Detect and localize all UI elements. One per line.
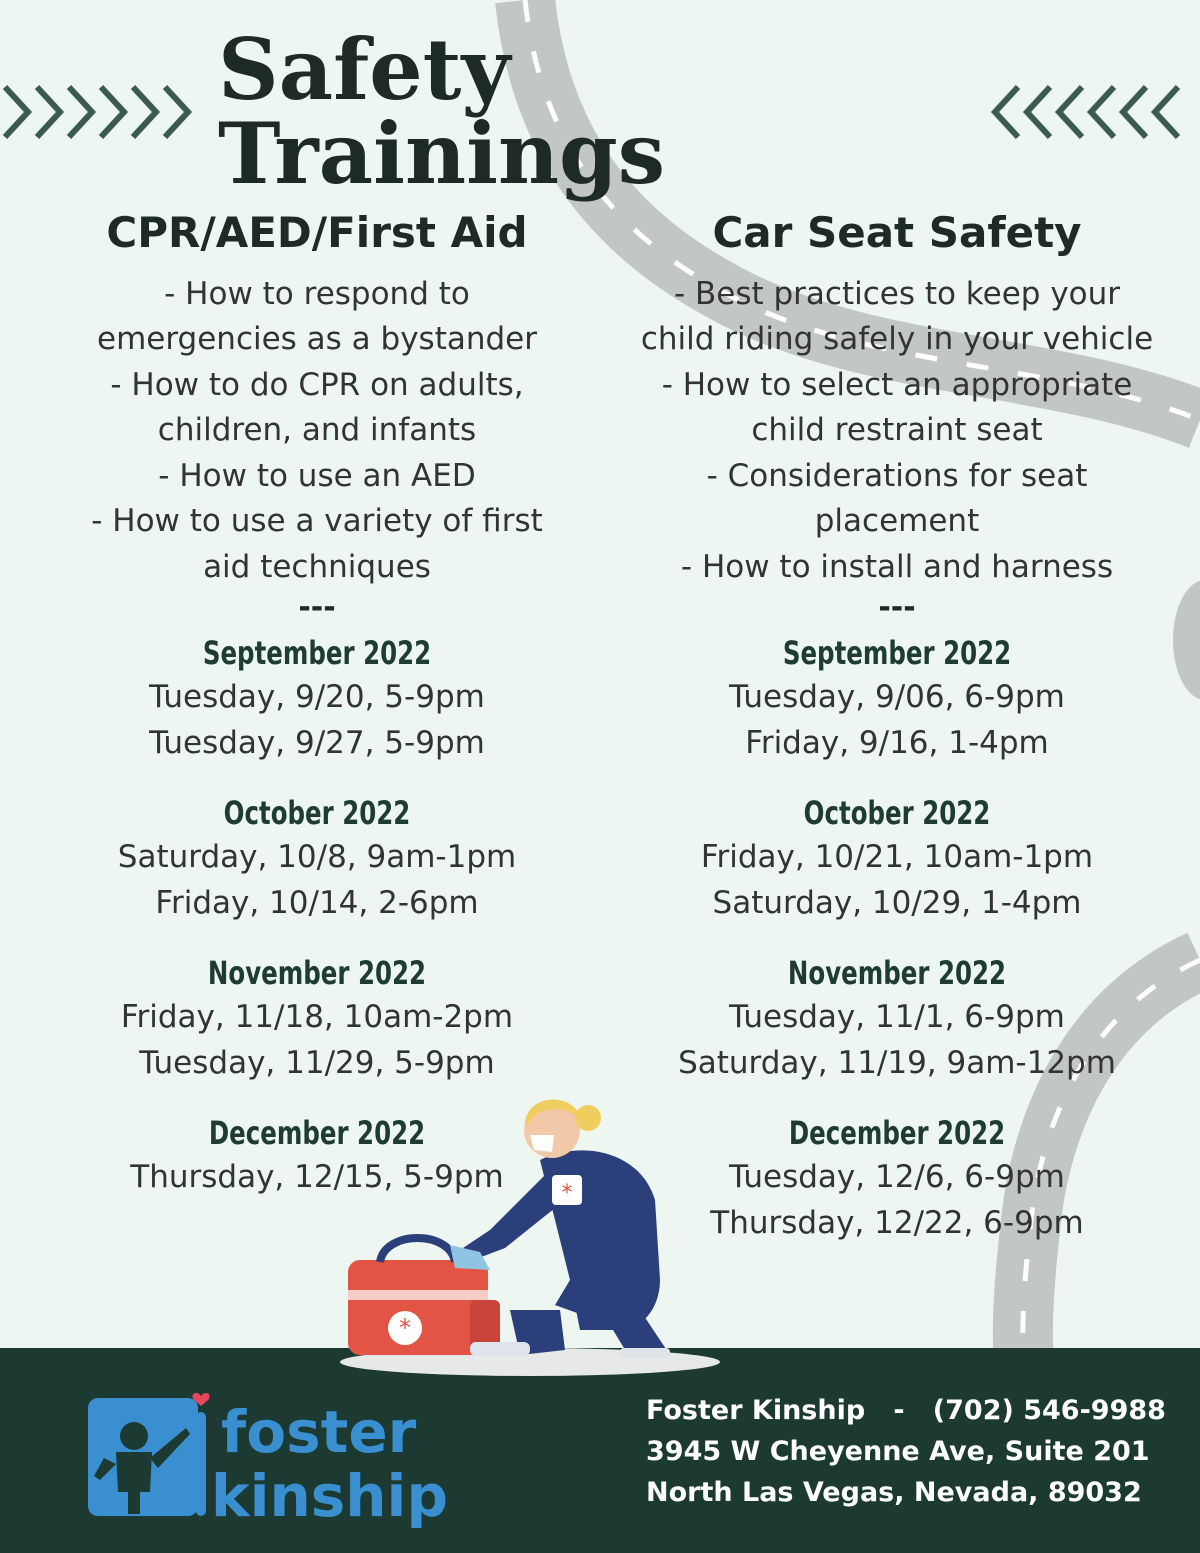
session-item: Saturday, 10/8, 9am-1pm: [117, 839, 517, 876]
session-item: Saturday, 10/29, 1-4pm: [712, 885, 1082, 922]
contact-phone-line: Foster Kinship - (702) 546-9988: [646, 1395, 1166, 1426]
session-item: Tuesday, 11/1, 6-9pm: [729, 999, 1065, 1036]
session-item: Thursday, 12/22, 6-9pm: [710, 1205, 1084, 1242]
bullet-line: - Best practices to keep your: [673, 275, 1121, 312]
separator: ---: [298, 590, 336, 626]
chevron-right-icon: [0, 77, 210, 147]
month-block: [37, 792, 597, 926]
bullet-line: aid techniques: [203, 548, 431, 585]
month-heading: December 2022: [788, 1114, 1006, 1153]
bullet-line: - Considerations for seat: [706, 457, 1088, 494]
cpr-bullets: [37, 272, 597, 591]
session-item: Saturday, 11/19, 9am-12pm: [678, 1045, 1116, 1082]
left-chevrons: [0, 77, 210, 147]
month-heading: December 2022: [208, 1114, 426, 1153]
month-heading: October 2022: [803, 794, 991, 833]
chevron-left-icon: [990, 77, 1200, 147]
foster-kinship-logo: [86, 1388, 466, 1528]
bullet-line: - How to install and harness: [680, 548, 1114, 585]
separator: ---: [878, 590, 916, 626]
car-seat-bullets: [617, 272, 1177, 591]
bullet-line: child restraint seat: [751, 412, 1043, 449]
session-item: Friday, 11/18, 10am-2pm: [120, 999, 514, 1036]
bullet-line: - How to select an appropriate: [661, 366, 1133, 403]
title-row: [0, 20, 1200, 203]
contact-info: [646, 1390, 1166, 1513]
month-heading: September 2022: [202, 634, 432, 673]
bullet-line: - How to use an AED: [158, 457, 476, 494]
bullet-line: - How to respond to: [164, 275, 470, 312]
bullet-line: placement: [814, 503, 980, 540]
month-block: [617, 632, 1177, 766]
bullet-line: - How to use a variety of first: [91, 503, 543, 540]
cpr-column: [37, 205, 597, 1226]
cpr-heading: CPR/AED/First Aid: [106, 208, 528, 257]
session-item: Tuesday, 9/27, 5-9pm: [149, 725, 485, 762]
session-item: Friday, 10/21, 10am-1pm: [700, 839, 1094, 876]
session-item: Tuesday, 9/20, 5-9pm: [149, 679, 485, 716]
logo-text-kinship: kinship: [211, 1462, 448, 1528]
car-seat-heading: Car Seat Safety: [712, 208, 1082, 257]
bullet-line: children, and infants: [157, 412, 477, 449]
paramedic-illustration: [330, 1080, 730, 1380]
svg-text:*: *: [561, 1181, 573, 1206]
month-block: [617, 792, 1177, 926]
month-block: [617, 952, 1177, 1086]
right-chevrons: [990, 77, 1200, 147]
bullet-line: child riding safely in your vehicle: [640, 321, 1154, 358]
contact-address-line: 3945 W Cheyenne Ave, Suite 201: [646, 1436, 1150, 1467]
session-item: Friday, 10/14, 2-6pm: [155, 885, 479, 922]
logo-text-foster: foster: [221, 1398, 417, 1466]
session-item: Friday, 9/16, 1-4pm: [745, 725, 1049, 762]
bullet-line: - How to do CPR on adults,: [110, 366, 524, 403]
session-item: Tuesday, 9/06, 6-9pm: [729, 679, 1065, 716]
contact-city-line: North Las Vegas, Nevada, 89032: [646, 1477, 1142, 1508]
session-item: Tuesday, 12/6, 6-9pm: [729, 1159, 1065, 1196]
month-heading: October 2022: [223, 794, 411, 833]
month-heading: November 2022: [787, 954, 1007, 993]
session-item: Thursday, 12/15, 5-9pm: [130, 1159, 504, 1196]
svg-text:*: *: [399, 1314, 411, 1342]
bullet-line: emergencies as a bystander: [97, 321, 537, 358]
page-title: Safety Trainings: [218, 20, 666, 203]
month-heading: September 2022: [782, 634, 1012, 673]
session-item: Tuesday, 11/29, 5-9pm: [139, 1045, 495, 1082]
month-block: [37, 952, 597, 1086]
month-block: [37, 632, 597, 766]
month-heading: November 2022: [207, 954, 427, 993]
